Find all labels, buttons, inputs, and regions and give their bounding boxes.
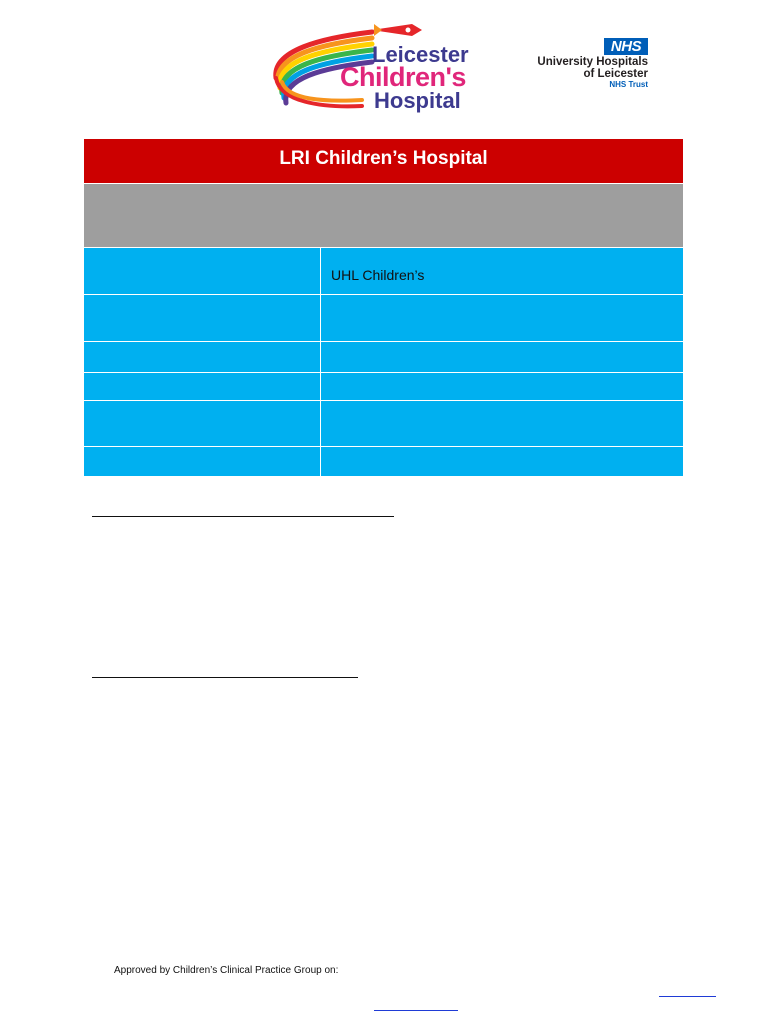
approval-note: Approved by Children’s Clinical Practice Group on: [114,965,339,976]
table-subheader [84,184,683,248]
hyperlink-underline[interactable] [374,1010,458,1011]
row-label [84,342,321,372]
row-label [84,401,321,446]
table-row [84,373,683,401]
nhs-trust-name-line1: University Hospitals [537,56,648,68]
row-value [321,342,683,372]
logo-hospital-text: Hospital [374,88,461,113]
childrens-hospital-logo [262,22,482,118]
hyperlink-underline[interactable] [659,996,716,997]
rocket-icon [372,24,422,36]
row-value [321,401,683,446]
table-row [84,447,683,476]
table-row [84,295,683,342]
nhs-badge: NHS [604,38,648,55]
table-row [84,401,683,447]
nhs-trust-suffix: NHS Trust [609,80,648,89]
row-label [84,295,321,341]
row-value [321,373,683,400]
table-row [84,342,683,373]
logo-childrens-text: Children's [340,62,466,92]
row-label [84,373,321,400]
row-label [84,447,321,476]
nhs-trust-name-line2: of Leicester [583,68,648,80]
row-label [84,248,321,294]
table-row [84,248,683,295]
logo-leicester-text: Leicester [372,42,469,67]
guideline-info-table [84,139,683,476]
table-title: LRI Children’s Hospital [84,139,683,184]
nhs-trust-logo [528,38,652,94]
row-value [321,447,683,476]
row-value: UHL Children’s [331,267,425,283]
section-heading-rule [92,677,358,678]
row-value [321,295,683,341]
section-heading-rule [92,516,394,517]
